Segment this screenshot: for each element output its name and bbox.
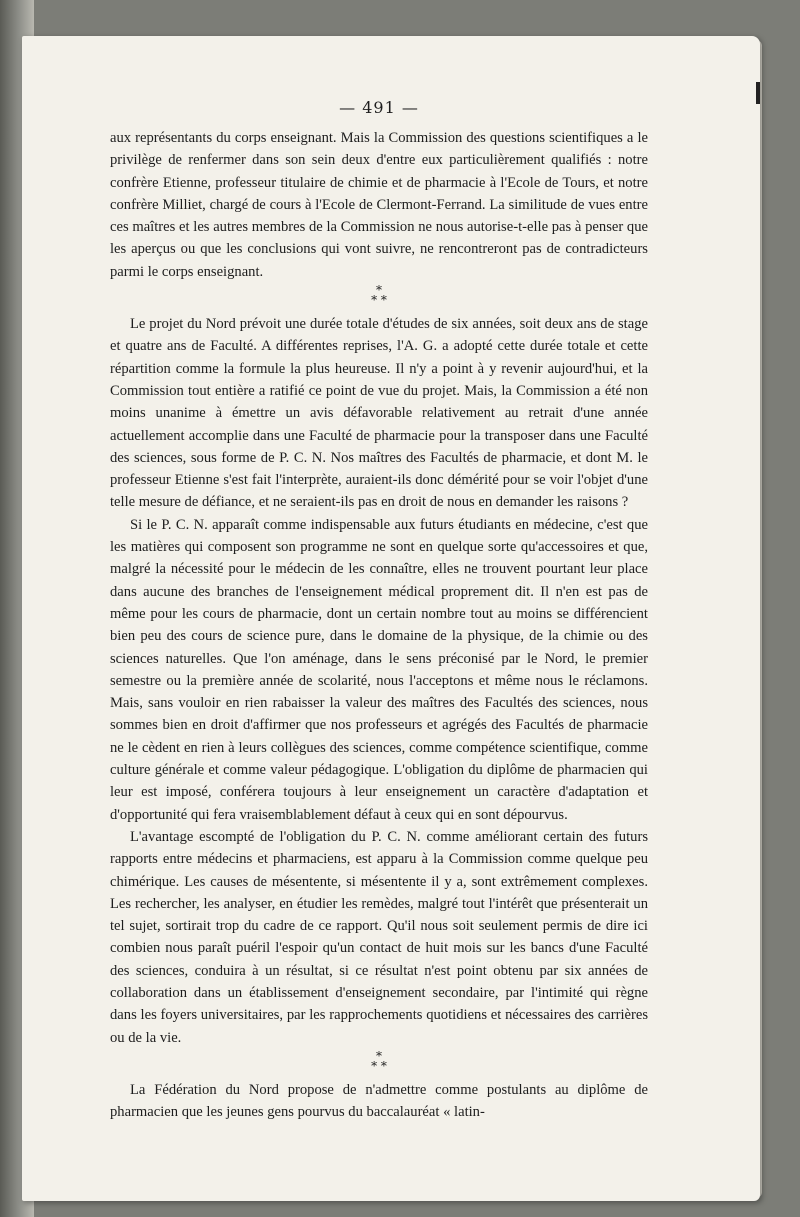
paragraph-5: La Fédération du Nord propose de n'admettre comme postulants au diplôme de pharmacien que les jeunes gens pourvus du baccalauréat « latin- (110, 1081, 648, 1121)
separator-stars: * * (371, 293, 387, 308)
paragraph-4: L'avantage escompté de l'obligation du P. C. N. comme améliorant certain des futurs rapports entre médecins et pharmaciens, est apparu à la Commission comme quelque peu chimérique. Les causes de mésentente, si mésentente il y a, sont extrêmement complexes. Les rechercher, les analyser, en étudier les remèdes, malgré tout l'intérêt que présenterait un tel sujet, sortirait trop du cadre de ce rapport. Qu'il nous soit seulement permis de dire ici combien nous paraît puéril l'espoir qu'un contact de huit mois sur les bancs d'une Faculté des sciences, conduira à un résultat, si ce résultat n'est point obtenu par six années de collaboration dans un établissement d'enseignement secondaire, par l'intimité qui règne dans les foyers universitaires, par les rapprochements quotidiens et nécessaires des carrières ou de la vie. (110, 828, 648, 1046)
separator-star: * (376, 1048, 382, 1063)
separator-star: * (376, 283, 382, 298)
paragraph-3: Si le P. C. N. apparaît comme indispensable aux futurs étudiants en médecine, c'est que les matières qui composent son programme ne sont en quelque sorte qu'accessoires et que, malgré la nécessité pour le médecin de les connaître, elles ne trouvent pourtant leur place dans aucune des branches de l'enseignement médical proprement dit. Il n'en est pas de même pour les cours de pharmacie, dont un certain nombre tout au moins se différencient bien peu des cours de science pure, dans le domaine de la physique, de la chimie ou des sciences naturelles. Que l'on aménage, dans le sens préconisé par le Nord, le premier semestre ou la première année de scolarité, nous l'acceptons et même nous le réclamons. Mais, sans vouloir en rien rabaisser la valeur des maîtres des Facultés des sciences, nous sommes bien en droit d'affirmer que nos professeurs et agrégés des Facultés de pharmacie ne le cèdent en rien à leurs collègues des sciences, comme compétence scientifique, comme culture générale et comme valeur pédagogique. L'obligation du diplôme de pharmacien qui leur est imposé, conférera toujours à leur enseignement un caractère d'adaptation et d'opportunité qui fera vraisemblablement défaut à ceux qui en sont dépourvus. (110, 516, 648, 823)
separator-stars: * * (371, 1058, 387, 1073)
section-separator-1 (110, 285, 648, 309)
section-separator-2 (110, 1048, 648, 1075)
margin-mark (756, 82, 760, 104)
paragraph-2: Le projet du Nord prévoit une durée totale d'études de six années, soit deux ans de stage et quatre ans de Faculté. A différentes reprises, l'A. G. a adopté cette durée totale et cette répartition comme la formule la plus heureuse. Il n'y a point à y revenir aujourd'hui, et la Commission tout entière a ratifié ce point de vue du projet. Mais, la Commission a été non moins unanime à émettre un avis défavorable relativement au retrait d'une année actuellement accomplie dans une Faculté de pharmacie pour la transposer dans une Faculté des sciences, sous forme de P. C. N. Nos maîtres des Facultés de pharmacie, et dont M. le professeur Etienne s'est fait l'interprète, auraient-ils donc démérité pour se voir l'objet d'une telle mesure de défiance, et ne seraient-ils pas en droit de nous en demander les raisons ? (110, 316, 648, 511)
page-content (110, 98, 648, 1123)
paragraph-1: aux représentants du corps enseignant. Mais la Commission des questions scientifiques a le privilège de renfermer dans son sein deux d'entre eux particulièrement qualifiés : notre confrère Etienne, professeur titulaire de chimie et de pharmacie à l'Ecole de Tours, et notre confrère Milliet, chargé de cours à l'Ecole de Clermont-Ferrand. La similitude de vues entre ces maîtres et les autres membres de la Commission ne nous autorise-t-elle pas à penser que les aperçus ou que les conclusions qui vont suivre, ne rencontreront pas de contradicteurs parmi le corps enseignant. (110, 130, 648, 280)
page-number: — 491 — (339, 98, 419, 117)
